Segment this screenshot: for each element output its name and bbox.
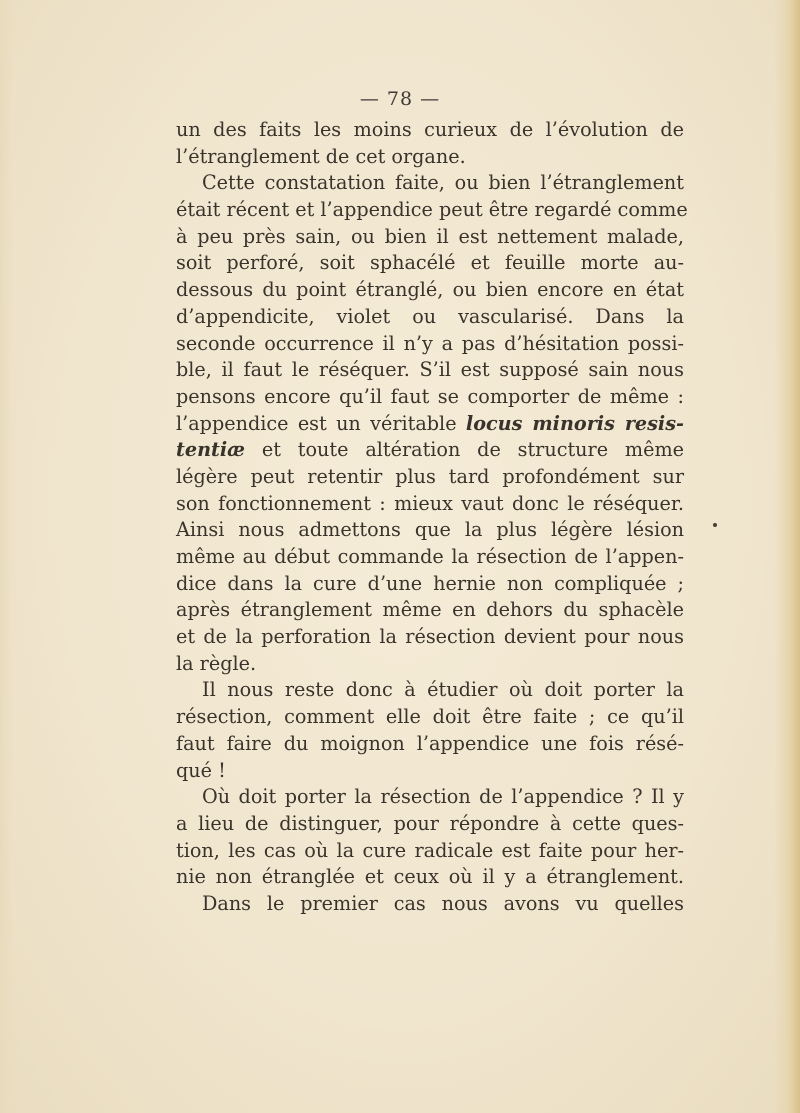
text-line: un des faits les moins curieux de l’évolution de <box>176 118 684 141</box>
page-right-edge-shadow <box>774 0 800 1113</box>
text-line: après étranglement même en dehors du sphacèle <box>176 598 684 622</box>
text-line: à peu près sain, ou bien il est nettement malade, <box>176 224 684 248</box>
text-line: ble, il faut le réséquer. S’il est supposé sain nous <box>176 358 684 382</box>
page-left-edge-shadow <box>0 0 14 1113</box>
text-line: même au début commande la résection de l’appen- <box>176 545 684 568</box>
text-line: Cette constatation faite, ou bien l’étranglement <box>202 171 684 195</box>
text-run: et toute altération de structure même <box>245 438 684 462</box>
text-line: dice dans la cure d’une hernie non compliquée ; <box>176 571 684 595</box>
text-line: légère peut retentir plus tard profondément sur <box>176 464 684 488</box>
text-line: son fonctionnement : mieux vaut donc le réséquer. <box>176 491 684 515</box>
text-line <box>176 411 684 438</box>
text-line: d’appendicite, violet ou vascularisé. Dans la <box>176 304 684 328</box>
text-line: seconde occurrence il n’y a pas d’hésitation possi- <box>176 331 684 355</box>
text-line: pensons encore qu’il faut se comporter de même : <box>176 384 684 408</box>
text-line: Ainsi nous admettons que la plus légère lésion <box>176 518 684 542</box>
text-line: dessous du point étranglé, ou bien encore en état <box>176 278 684 302</box>
text-line: faut faire du moignon l’appendice une fois résé- <box>176 731 684 755</box>
text-line: a lieu de distinguer, pour répondre à cette ques- <box>176 811 684 835</box>
text-line: qué ! <box>176 758 226 782</box>
text-line: résection, comment elle doit être faite ; ce qu’il <box>176 705 684 729</box>
text-line: soit perforé, soit sphacélé et feuille morte au- <box>176 251 684 275</box>
italic-latin-phrase: tentiæ <box>176 438 246 462</box>
page-number-header: — 78 — <box>359 88 441 110</box>
text-line: nie non étranglée et ceux où il y a étranglement. <box>176 865 684 889</box>
text-run: l’appendice est un véritable <box>176 411 466 435</box>
text-line: tion, les cas où la cure radicale est faite pour her- <box>176 838 684 862</box>
text-line: Où doit porter la résection de l’appendice ? Il y <box>202 785 684 809</box>
text-line: l’étranglement de cet organe. <box>176 144 466 168</box>
text-line <box>176 437 684 464</box>
ink-speck <box>713 523 717 527</box>
body-text <box>176 117 688 918</box>
text-line: la règle. <box>176 651 257 675</box>
text-line: et de la perforation la résection devient pour nous <box>176 625 684 649</box>
italic-latin-phrase: locus minoris resis- <box>465 411 684 435</box>
text-line: Il nous reste donc à étudier où doit porter la <box>202 678 684 702</box>
text-line: était récent et l’appendice peut être regardé comme <box>176 198 688 222</box>
text-line: Dans le premier cas nous avons vu quelles <box>202 891 684 915</box>
